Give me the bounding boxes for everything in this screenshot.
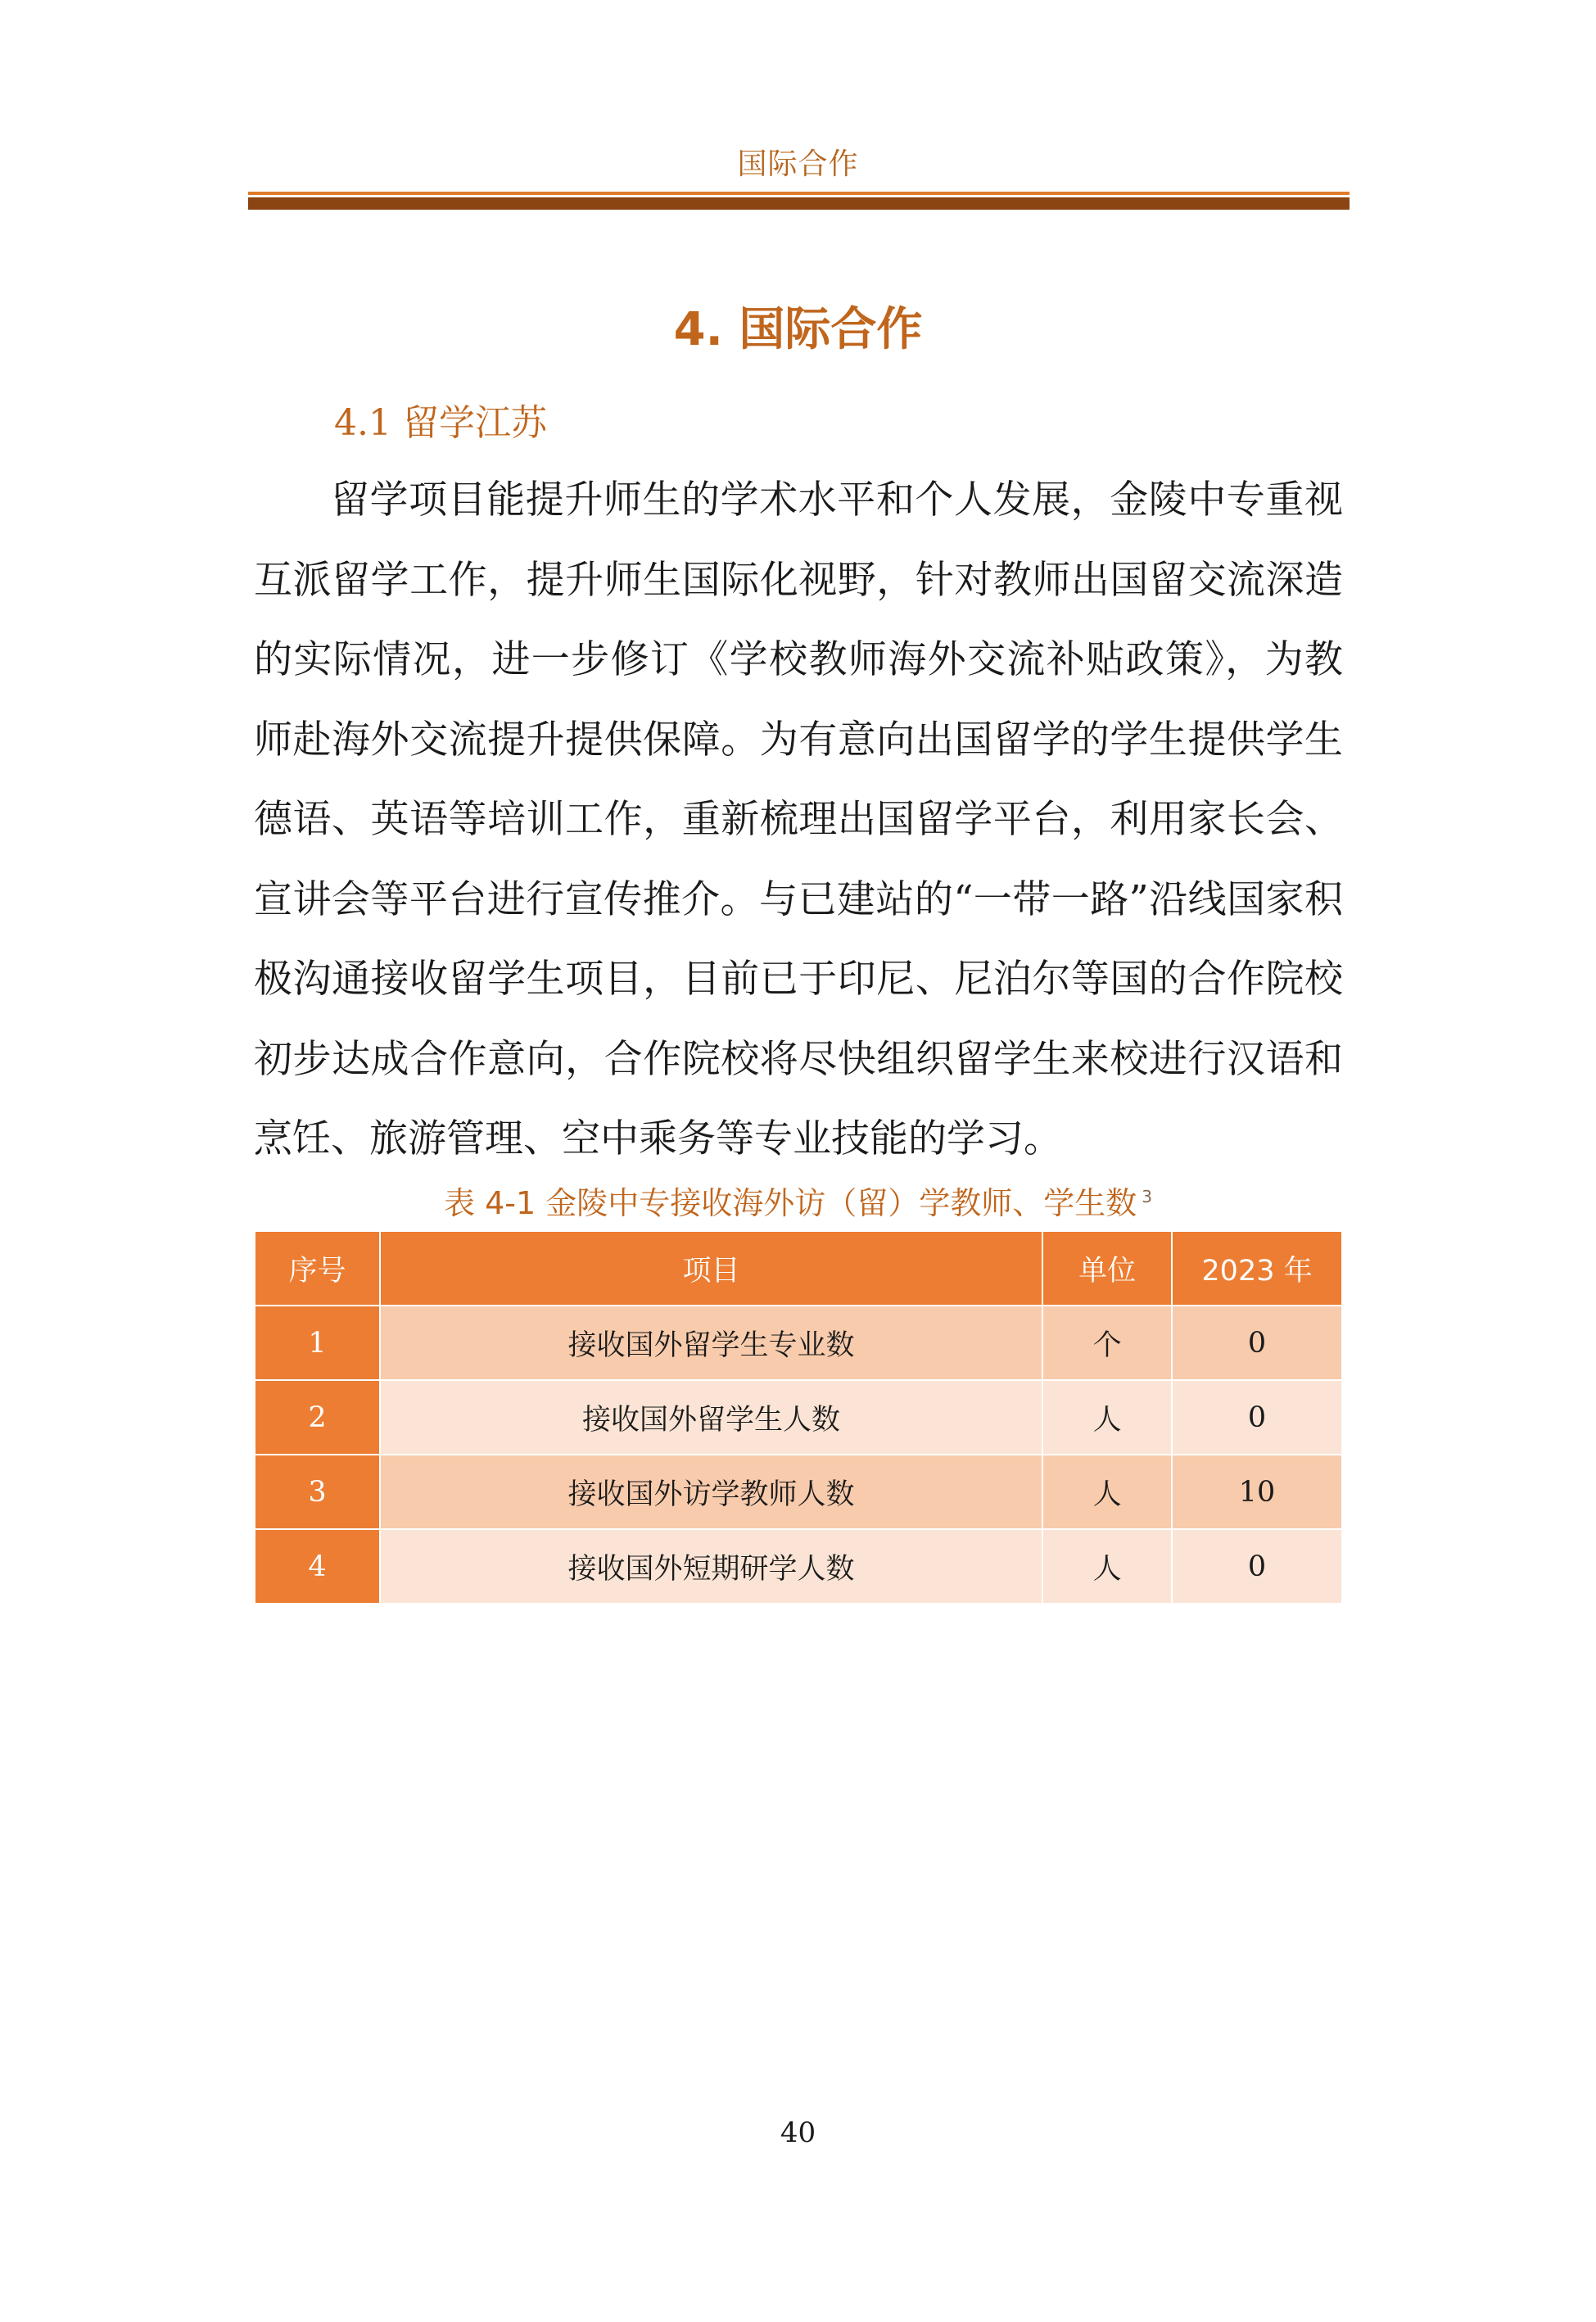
- table-header-row: [255, 1231, 1342, 1306]
- table-row: [255, 1306, 1342, 1380]
- row-value: 0: [1172, 1306, 1342, 1380]
- row-index: 3: [255, 1455, 380, 1529]
- header-rule-thin: [248, 192, 1350, 195]
- row-unit: 人: [1042, 1380, 1172, 1455]
- row-value: 10: [1172, 1455, 1342, 1529]
- row-unit: 人: [1042, 1455, 1172, 1529]
- header-item: 项目: [380, 1231, 1042, 1306]
- table-row: [255, 1380, 1342, 1455]
- row-item: 接收国外短期研学人数: [380, 1529, 1042, 1604]
- chapter-title: 4. 国际合作: [673, 303, 923, 356]
- row-index: 1: [255, 1306, 380, 1380]
- row-value: 0: [1172, 1380, 1342, 1455]
- section-title: 4.1 留学江苏: [334, 402, 547, 444]
- header-year: 2023 年: [1172, 1231, 1342, 1306]
- table-caption-text: 表 4-1 金陵中专接收海外访（留）学教师、学生数: [444, 1185, 1137, 1221]
- table-row: [255, 1455, 1342, 1529]
- row-unit: 个: [1042, 1306, 1172, 1380]
- header-rule-thick: [248, 197, 1350, 210]
- body-paragraph: 留学项目能提升师生的学术水平和个人发展，金陵中专重视互派留学工作，提升师生国际化视野，针对教师出国留交流深造的实际情况，进一步修订《学校教师海外交流补贴政策》，为教师赴海外交流提升提供保障。为有意向出国留学的学生提供学生德语、英语等培训工作，重新梳理出国留学平台，利用家长会、宣讲会等平台进行宣传推介。与已建站的“一带一路”沿线国家积极沟通接收留学生项目，目前已于印尼、尼泊尔等国的合作院校初步达成合作意向，合作院校将尽快组织留学生来校进行汉语和烹饪、旅游管理、空中乘务等专业技能的学习。: [254, 478, 1343, 1161]
- row-value: 0: [1172, 1529, 1342, 1604]
- row-item: 接收国外访学教师人数: [380, 1455, 1042, 1529]
- header-index: 序号: [255, 1231, 380, 1306]
- table-footnote-mark: 3: [1142, 1187, 1152, 1207]
- header-unit: 单位: [1042, 1231, 1172, 1306]
- table-caption: [0, 1178, 1596, 1223]
- data-table: [254, 1230, 1343, 1605]
- row-item: 接收国外留学生人数: [380, 1380, 1042, 1455]
- row-item: 接收国外留学生专业数: [380, 1306, 1042, 1380]
- table-row: [255, 1529, 1342, 1604]
- running-header: 国际合作: [737, 147, 859, 181]
- row-index: 2: [255, 1380, 380, 1455]
- row-unit: 人: [1042, 1529, 1172, 1604]
- page-number: 40: [780, 2116, 816, 2149]
- row-index: 4: [255, 1529, 380, 1604]
